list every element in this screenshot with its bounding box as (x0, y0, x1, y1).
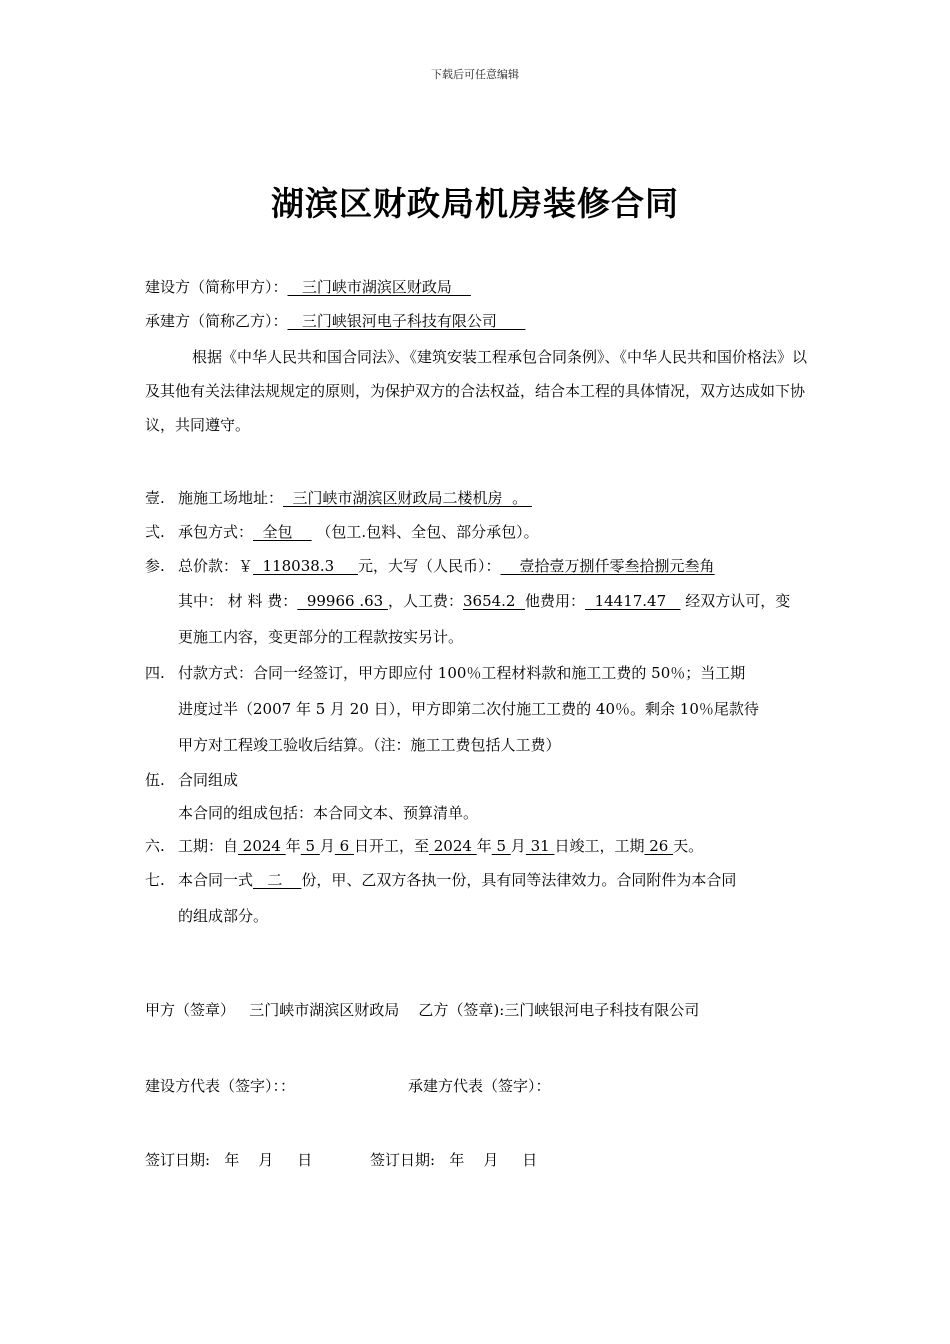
start-day: 6 (334, 837, 354, 855)
end-year: 2024 (428, 837, 477, 855)
copies-count: 二 (253, 871, 302, 889)
party-b-value: 三门峡银河电子科技有限公司 (287, 312, 526, 330)
start-month: 5 (300, 837, 320, 855)
price-words-label: 元，大写（人民币）： (357, 557, 501, 575)
date-b: 签订日期: 年 月 日 (370, 1151, 538, 1169)
copies-line-2: 的组成部分。 (178, 907, 269, 925)
breakdown-prefix: 其中： 材 料 费： (178, 592, 298, 610)
copies-rest: 份，甲、乙双方各执一份，具有同等法律效力。合同附件为本合同 (301, 871, 737, 889)
party-b-line (145, 311, 525, 331)
item-schedule (145, 836, 810, 856)
site-label: 施施工场地址： (178, 489, 284, 507)
breakdown-rest: 经双方认可，变 (685, 592, 791, 610)
item-payment (145, 663, 810, 763)
schedule-text: 日竣工，工期 (554, 837, 645, 855)
composition-detail: 本合同的组成包括：本合同文本、预算清单。 (178, 804, 479, 822)
price-label: 总价款：￥ (178, 557, 254, 575)
price-words: 壹拾壹万捌仟零叁拾捌元叁角 (500, 557, 715, 575)
item-number: 七. (145, 871, 165, 889)
date-a: 签订日期: 年 月 日 (145, 1151, 313, 1169)
schedule-text: 日开工，至 (353, 837, 429, 855)
price-value: 118038.3 (253, 557, 358, 575)
payment-line-3: 甲方对工程竣工验收后结算。（注：施工工费包括人工费） (178, 736, 561, 754)
copies-text: 本合同一式 (178, 871, 254, 889)
material-cost: 99966 .63 (297, 592, 388, 610)
contract-title: 湖滨区财政局机房装修合同 (271, 184, 679, 223)
end-day: 31 (525, 837, 555, 855)
payment-line-1: 付款方式：合同一经签订，甲方即应付 100％工程材料款和施工工费的 50％；当工期 (178, 664, 746, 682)
item-copies (145, 870, 810, 890)
item-number: 壹. (145, 489, 165, 507)
mode-options: （包工.包料、全包、部分承包）。 (316, 523, 539, 541)
duration-days: 26 (644, 837, 674, 855)
party-b-label: 承建方（简称乙方）： (145, 312, 288, 330)
price-breakdown (178, 591, 810, 611)
header-note: 下载后可任意编辑 (431, 68, 519, 81)
rep-b-signature: 承建方代表（签字）： (408, 1077, 551, 1095)
item-number: 六. (145, 837, 165, 855)
site-value: 三门峡市湖滨区财政局二楼机房 。 (283, 489, 532, 507)
item-total-price (145, 556, 810, 576)
mode-label: 承包方式： (178, 523, 254, 541)
schedule-text: 天。 (673, 837, 704, 855)
mode-value: 全包 (253, 523, 312, 541)
end-month: 5 (491, 837, 511, 855)
other-cost: 14417.47 (585, 592, 681, 610)
start-year: 2024 (238, 837, 286, 855)
party-a-value: 三门峡市湖滨区财政局 (287, 278, 471, 296)
price-note: 更施工内容，变更部分的工程款按实另计。 (178, 628, 464, 646)
party-a-label: 建设方（简称甲方）： (145, 278, 288, 296)
schedule-text: 年 (476, 837, 492, 855)
schedule-text: 年 (285, 837, 301, 855)
payment-line-2: 进度过半（2007 年 5 月 20 日），甲方即第二次付施工工费的 40％。剩余 10％尾款待 (178, 700, 759, 718)
preamble: 根据《中华人民共和国合同法》、《建筑安装工程承包合同条例》、《中华人民共和国价格法》以及其他有关法律法规规定的原则，为保护双方的合法权益，结合本工程的具体情况，双方达成如下协议，共同遵守。 (145, 348, 808, 434)
item-number: 伍. (145, 771, 165, 789)
other-label: 他费用： (525, 592, 586, 610)
schedule-text: 工期：自 (178, 837, 239, 855)
item-number: 四. (145, 664, 165, 682)
schedule-text: 月 (510, 837, 526, 855)
labor-cost: 3654.2 (462, 592, 526, 610)
item-number: 参. (145, 557, 165, 575)
item-composition (145, 770, 810, 790)
item-contract-mode (145, 522, 810, 542)
rep-a-signature: 建设方代表（签字）：： (145, 1077, 296, 1095)
item-number: 弍. (145, 523, 165, 541)
seal-line: 甲方（签章） 三门峡市湖滨区财政局 乙方（签章):三门峡银河电子科技有限公司 (145, 1001, 700, 1019)
labor-label: ，人工费： (387, 592, 463, 610)
item-site (145, 488, 810, 508)
schedule-text: 月 (319, 837, 335, 855)
composition-heading: 合同组成 (178, 771, 239, 789)
party-a-line (145, 277, 471, 297)
